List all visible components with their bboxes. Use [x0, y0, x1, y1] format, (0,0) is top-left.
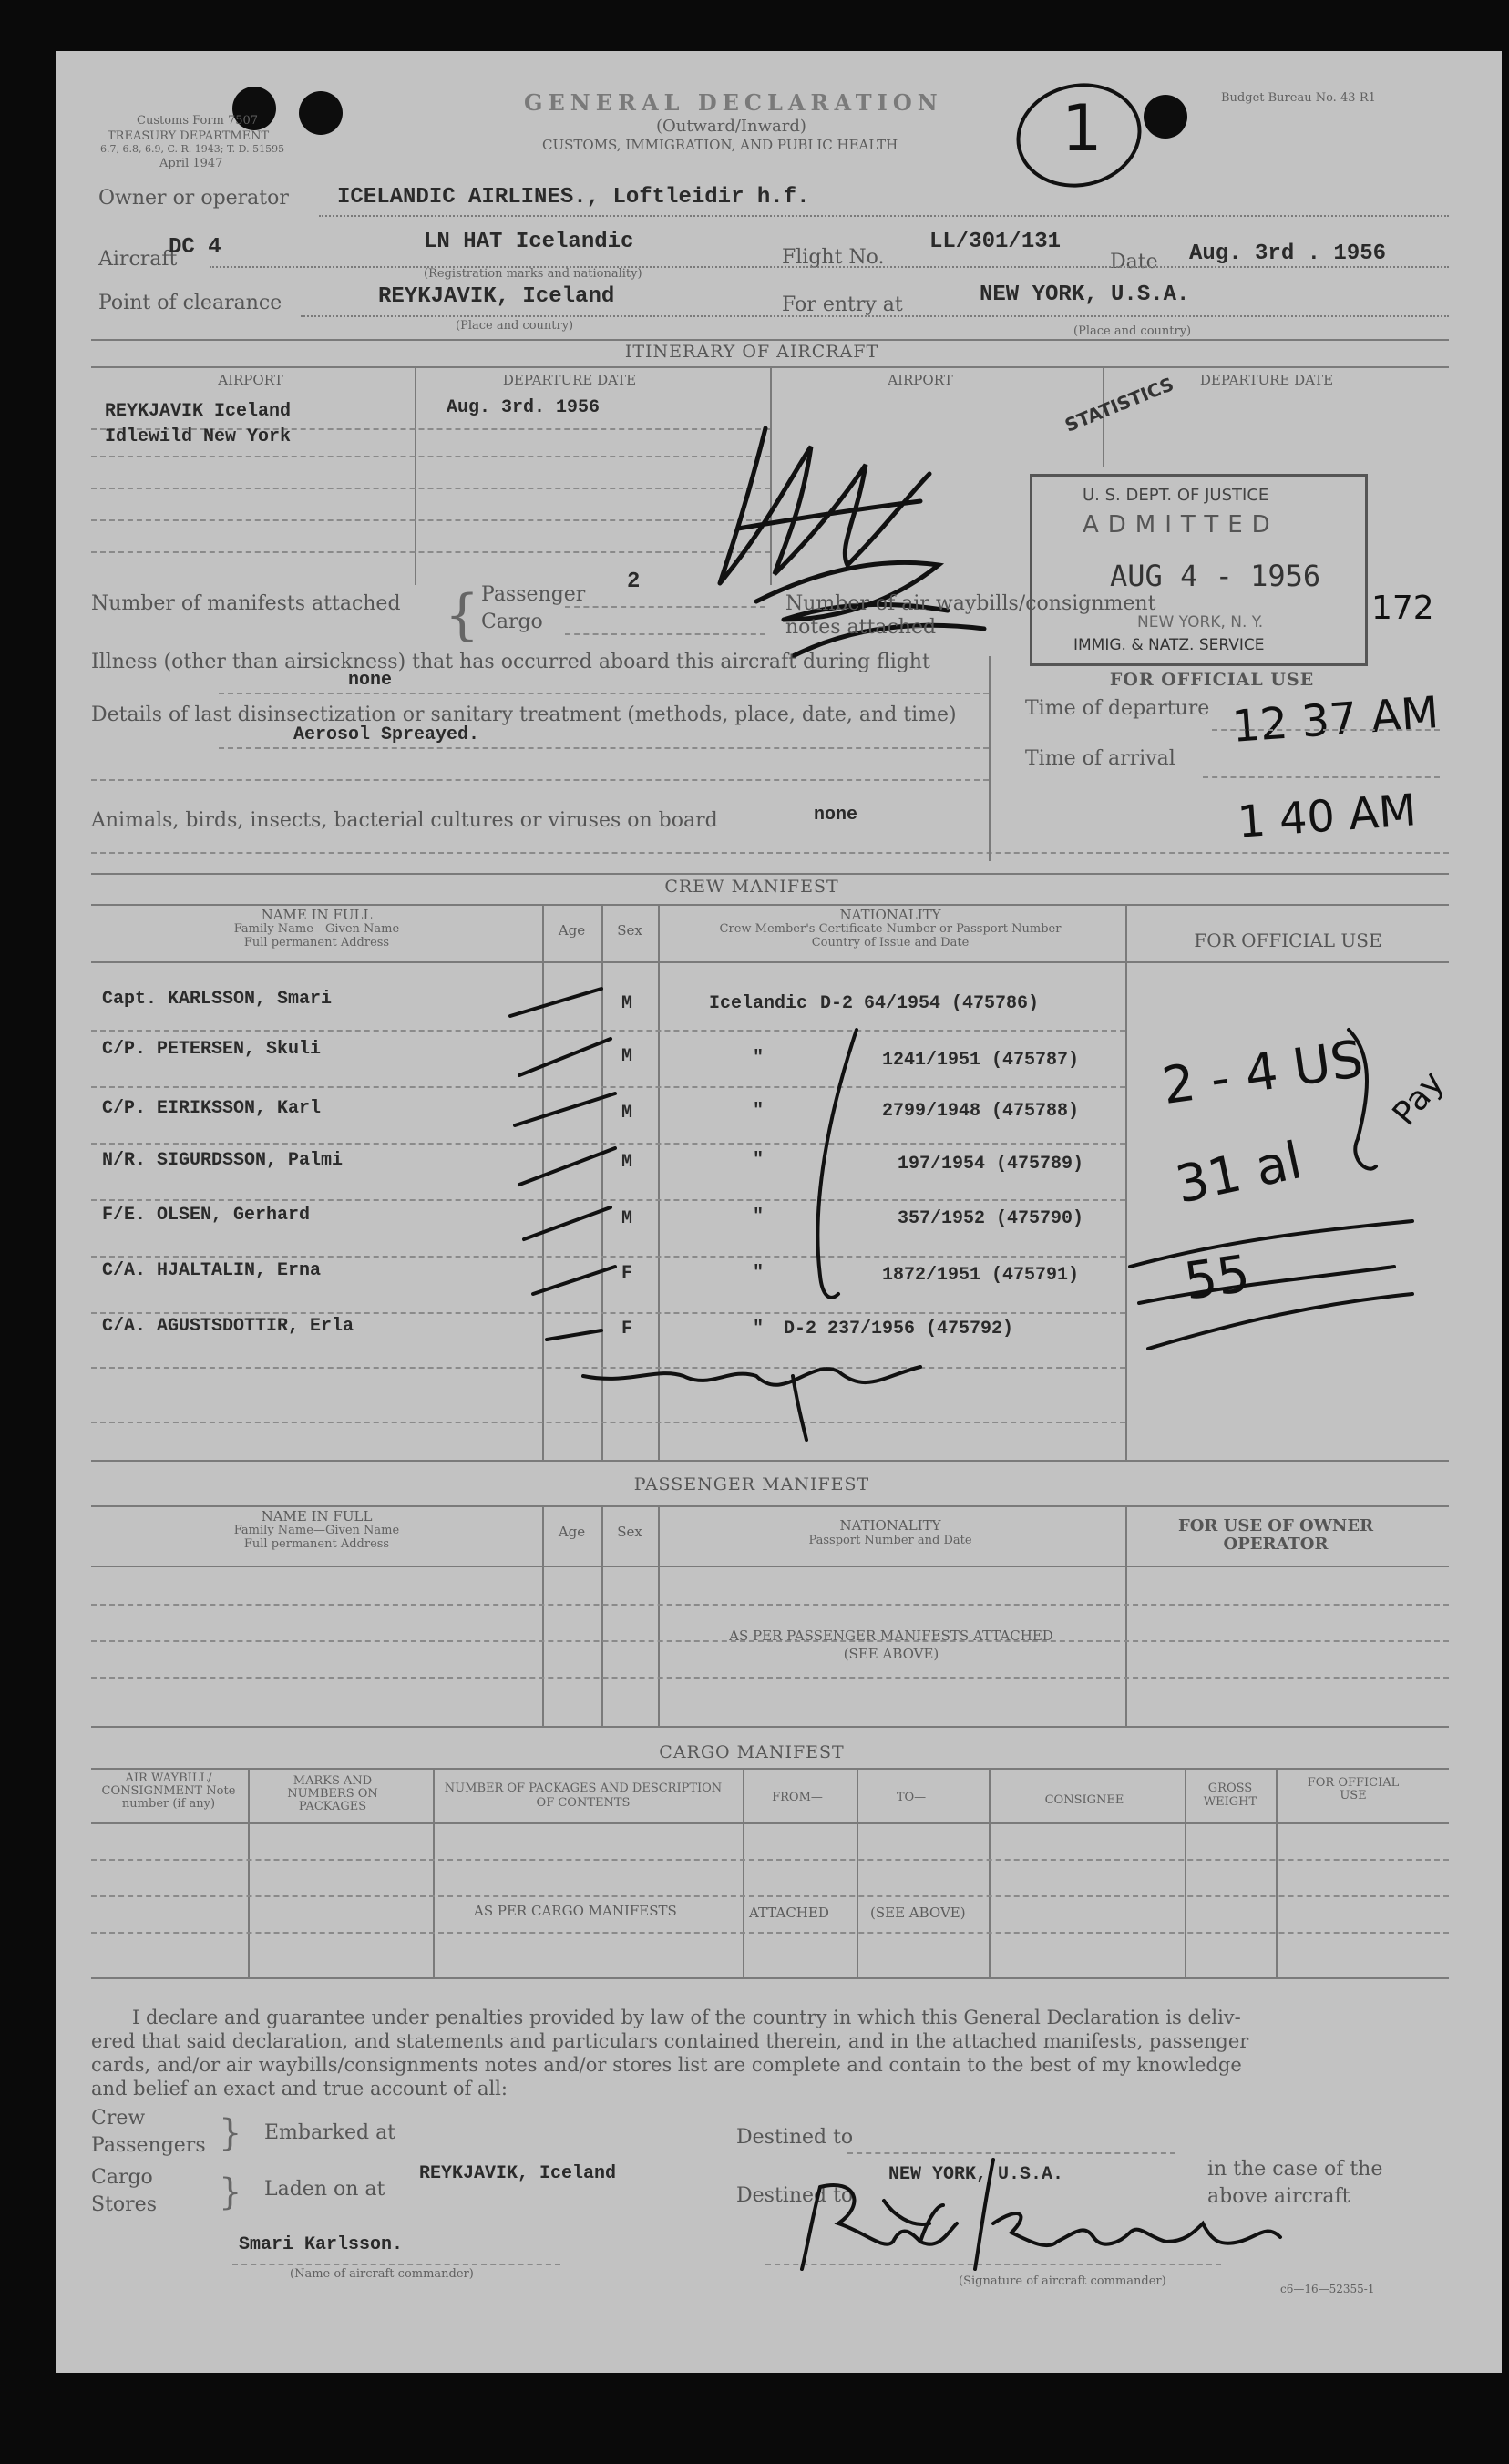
- rule: [91, 779, 989, 781]
- itinerary-airport-1: REYKJAVIK Iceland: [105, 401, 292, 422]
- passenger-col-name-sub1: Family Name—Given Name: [233, 1524, 400, 1537]
- crew-certificate: 197/1954 (475789): [898, 1154, 1084, 1175]
- budget-bureau: Budget Bureau No. 43-R1: [1221, 91, 1376, 105]
- stamp-city: NEW YORK, N. Y.: [1137, 613, 1264, 631]
- itinerary-col-airport: AIRPORT: [218, 372, 283, 388]
- rule: [301, 315, 1449, 317]
- crew-sex: M: [621, 1103, 633, 1124]
- entry-value: NEW YORK, U.S.A.: [980, 282, 1190, 307]
- crew-certificate: 357/1952 (475790): [898, 1208, 1084, 1229]
- crew-certificate: D-2 64/1954 (475786): [820, 993, 1040, 1014]
- passenger-col-nationality-sub: Passport Number and Date: [808, 1534, 972, 1547]
- brace: }: [219, 2171, 242, 2213]
- itinerary-airport-2: Idlewild New York: [105, 426, 292, 447]
- signature-caption: (Signature of aircraft commander): [959, 2274, 1166, 2288]
- flight-label: Flight No.: [782, 246, 885, 269]
- owner-label: Owner or operator: [98, 187, 289, 210]
- brace: }: [219, 2112, 242, 2154]
- handwritten-initials: [574, 1349, 957, 1449]
- crew-col-name: NAME IN FULL: [261, 907, 373, 923]
- animals-value: none: [814, 805, 858, 826]
- passenger-col-age: Age: [558, 1524, 586, 1540]
- rule: [91, 1566, 1449, 1567]
- rule: [91, 1604, 1449, 1606]
- aircraft-label: Aircraft: [98, 248, 178, 271]
- cargo-note-3: (SEE ABOVE): [870, 1904, 966, 1921]
- rule: [743, 1768, 744, 1977]
- crew-name: F/E. OLSEN, Gerhard: [102, 1205, 311, 1226]
- passenger-note-2: (SEE ABOVE): [843, 1646, 939, 1662]
- crew-col-nationality-sub2: Country of Issue and Date: [811, 936, 970, 950]
- stamp-number: 172: [1371, 590, 1434, 627]
- cargo-col-marks: MARKS AND NUMBERS ON PACKAGES: [287, 1774, 378, 1813]
- passenger-label: Passenger: [481, 583, 586, 606]
- crew-name: Capt. KARLSSON, Smari: [102, 989, 333, 1010]
- stamp-dept: U. S. DEPT. OF JUSTICE: [1083, 486, 1269, 505]
- embarked-value: REYKJAVIK, Iceland: [419, 2163, 617, 2184]
- declaration-line-4: and belief an exact and true account of all:: [91, 2078, 508, 2100]
- crew-nationality: ": [753, 1048, 765, 1069]
- above-aircraft-label: above aircraft: [1207, 2185, 1350, 2208]
- crew-col-official: FOR OFFICIAL USE: [1194, 929, 1382, 951]
- official-note-3: 55: [1180, 1244, 1254, 1312]
- rule: [1276, 1768, 1278, 1977]
- crew-name: C/P. PETERSEN, Skuli: [102, 1039, 322, 1060]
- rule: [91, 1726, 1449, 1728]
- rule: [433, 1768, 435, 1977]
- clearance-label: Point of clearance: [98, 292, 282, 314]
- aircraft-type: DC 4: [169, 235, 221, 260]
- crew-name: N/R. SIGURDSSON, Palmi: [102, 1150, 344, 1171]
- cargo-option: Cargo: [91, 2166, 153, 2189]
- flight-number: LL/301/131: [929, 230, 1062, 254]
- rule: [91, 1677, 1449, 1679]
- stamp-admitted: ADMITTED: [1083, 511, 1279, 539]
- clearance-value: REYKJAVIK, Iceland: [378, 284, 615, 309]
- crew-col-age: Age: [558, 922, 586, 939]
- official-note-4: Pay: [1385, 1064, 1452, 1133]
- rule: [219, 693, 989, 694]
- declaration-line-1: I declare and guarantee under penalties provided by law of the country in which this General Declaration is deliv-: [132, 2007, 1241, 2028]
- passenger-col-nationality: NATIONALITY: [839, 1517, 941, 1534]
- destined-label-1: Destined to: [736, 2126, 854, 2149]
- passenger-heading: PASSENGER MANIFEST: [633, 1474, 870, 1494]
- waybills-label: Number of air waybills/consignment notes attached: [785, 592, 1156, 639]
- illness-value: none: [348, 670, 393, 691]
- cargo-label: Cargo: [481, 611, 543, 633]
- crew-name: C/P. EIRIKSSON, Karl: [102, 1098, 322, 1119]
- rule: [1185, 1768, 1186, 1977]
- official-use-heading: FOR OFFICIAL USE: [1109, 670, 1315, 690]
- itinerary-heading: ITINERARY OF AIRCRAFT: [624, 342, 879, 362]
- cargo-note-1: AS PER CARGO MANIFESTS: [474, 1903, 677, 1919]
- stamp-service: IMMIG. & NATZ. SERVICE: [1073, 636, 1265, 654]
- crew-certificate: D-2 237/1956 (475792): [784, 1319, 1014, 1340]
- crew-sex: M: [621, 1046, 633, 1067]
- rule: [91, 1859, 1449, 1861]
- official-note-strokes: [1121, 1002, 1449, 1367]
- crew-certificate: 1872/1951 (475791): [882, 1265, 1080, 1286]
- official-note-2: 31 al: [1170, 1131, 1308, 1216]
- rule: [91, 904, 1449, 906]
- cargo-col-consignee: CONSIGNEE: [1044, 1793, 1124, 1807]
- date-value: Aug. 3rd . 1956: [1189, 241, 1387, 266]
- punch-hole: [299, 91, 343, 135]
- arrival-time-label: Time of arrival: [1025, 747, 1175, 770]
- rule: [989, 1768, 991, 1977]
- illness-label: Illness (other than airsickness) that has occurred aboard this aircraft during flight: [91, 651, 930, 673]
- crew-nationality: ": [753, 1319, 765, 1340]
- rule: [1203, 776, 1440, 778]
- commander-caption: (Name of aircraft commander): [290, 2267, 474, 2281]
- crew-certificate: 1241/1951 (475787): [882, 1050, 1080, 1071]
- passenger-note: AS PER PASSENGER MANIFESTS ATTACHED: [729, 1627, 1053, 1644]
- crew-nationality: ": [753, 1263, 765, 1284]
- crew-col-name-sub2: Full permanent Address: [243, 936, 390, 950]
- crew-option: Crew: [91, 2107, 146, 2130]
- statistics-stamp: STATISTICS: [1062, 373, 1177, 436]
- registration: LN HAT Icelandic: [424, 230, 634, 254]
- laden-label: Laden on at: [264, 2178, 385, 2201]
- animals-label: Animals, birds, insects, bacterial cultures or viruses on board: [91, 809, 718, 832]
- itinerary-col-airport-2: AIRPORT: [888, 372, 953, 388]
- passenger-col-name: NAME IN FULL: [261, 1508, 373, 1525]
- cargo-heading: CARGO MANIFEST: [659, 1742, 845, 1762]
- rule: [601, 1505, 603, 1726]
- destined-value: NEW YORK, U.S.A.: [888, 2164, 1064, 2185]
- brace: {: [445, 583, 480, 647]
- rule: [565, 633, 765, 635]
- treasury-label: TREASURY DEPARTMENT: [108, 129, 270, 143]
- rule: [91, 1822, 1449, 1824]
- place-caption: (Place and country): [456, 319, 574, 333]
- cargo-col-packages: NUMBER OF PACKAGES AND DESCRIPTION OF CONTENTS: [444, 1781, 723, 1810]
- rule: [1212, 729, 1440, 731]
- entry-label: For entry at: [782, 293, 903, 316]
- date-label: Date: [1110, 251, 1158, 273]
- passengers-option: Passengers: [91, 2134, 206, 2157]
- cargo-col-to: TO—: [896, 1791, 927, 1804]
- rule: [91, 873, 1449, 875]
- cargo-col-from: FROM—: [772, 1791, 823, 1804]
- manifests-label: Number of manifests attached: [91, 592, 401, 615]
- itinerary-col-departure: DEPARTURE DATE: [502, 372, 637, 388]
- form-number: Customs Form 7507: [137, 114, 259, 128]
- crew-nationality: ": [753, 1150, 765, 1171]
- rule: [91, 519, 770, 521]
- form-title: GENERAL DECLARATION: [524, 89, 943, 116]
- rule: [319, 215, 1449, 217]
- declaration-line-2: ered that said declaration, and statements and particulars contained therein, and in the attached manifests, passenger: [91, 2030, 1249, 2052]
- passenger-col-name-sub2: Full permanent Address: [243, 1537, 390, 1551]
- disinsect-value: Aerosol Spreayed.: [293, 724, 480, 745]
- crew-certificate: 2799/1948 (475788): [882, 1101, 1080, 1122]
- crew-col-name-sub1: Family Name—Given Name: [233, 922, 400, 936]
- itinerary-col-departure-2: DEPARTURE DATE: [1199, 372, 1334, 388]
- rule: [91, 961, 1449, 963]
- crew-heading: CREW MANIFEST: [664, 877, 839, 897]
- passenger-col-owner: FOR USE OF OWNER OPERATOR: [1177, 1516, 1374, 1554]
- agencies-label: CUSTOMS, IMMIGRATION, AND PUBLIC HEALTH: [542, 137, 898, 153]
- crew-nationality: ": [753, 1101, 765, 1122]
- crew-col-nationality-sub1: Crew Member's Certificate Number or Passport Number: [719, 922, 1062, 936]
- crew-nationality: Icelandic: [709, 993, 808, 1014]
- commander-name: Smari Karlsson.: [239, 2234, 404, 2255]
- stamp-date: AUG 4 - 1956: [1110, 559, 1321, 593]
- rule: [91, 1768, 1449, 1770]
- rule: [91, 1505, 1449, 1507]
- rule: [91, 1932, 1449, 1934]
- cargo-note-2: ATTACHED: [749, 1904, 829, 1921]
- rule: [658, 1505, 660, 1726]
- rule: [210, 266, 1449, 268]
- departure-time-value: 12 37 AM: [1230, 687, 1441, 753]
- owner-value: ICELANDIC AIRLINES., Loftleidir h.f.: [337, 185, 810, 210]
- rule: [91, 488, 770, 489]
- itinerary-top-rule: [91, 339, 1449, 341]
- cargo-col-weight: GROSS WEIGHT: [1203, 1781, 1258, 1809]
- punch-hole: [1144, 95, 1187, 139]
- rule: [857, 1768, 858, 1977]
- issue-date: April 1947: [159, 157, 223, 170]
- rule: [91, 1460, 1449, 1462]
- crew-name: C/A. AGUSTSDOTTIR, Erla: [102, 1316, 354, 1337]
- cargo-col-official: FOR OFFICIAL USE: [1307, 1776, 1400, 1802]
- stores-option: Stores: [91, 2193, 157, 2216]
- crew-sex: M: [621, 993, 633, 1014]
- rule: [91, 551, 770, 553]
- official-note-1: 2 - 4 US: [1158, 1029, 1367, 1117]
- crew-nationality: ": [753, 1206, 765, 1227]
- rule: [91, 1977, 1449, 1979]
- departure-time-label: Time of departure: [1025, 697, 1210, 720]
- page-number: 1: [1062, 91, 1103, 166]
- arrival-time-value: 1 40 AM: [1236, 785, 1419, 848]
- rule: [248, 1768, 250, 1977]
- crew-col-nationality: NATIONALITY: [839, 907, 941, 923]
- crew-sex: F: [621, 1319, 633, 1340]
- rule: [1125, 1505, 1127, 1726]
- rule: [219, 747, 989, 749]
- rule: [565, 606, 765, 608]
- crew-name: C/A. HJALTALIN, Erna: [102, 1260, 322, 1281]
- rule: [989, 656, 991, 861]
- rule: [91, 1895, 1449, 1897]
- crew-col-sex: Sex: [617, 922, 642, 939]
- form-subtitle: (Outward/Inward): [656, 117, 806, 136]
- crew-sex: F: [621, 1263, 633, 1284]
- passenger-col-sex: Sex: [617, 1524, 642, 1540]
- print-code: c6—16—52355-1: [1280, 2283, 1375, 2295]
- registration-caption: (Registration marks and nationality): [424, 267, 642, 281]
- disinsect-label: Details of last disinsectization or sanitary treatment (methods, place, date, and time): [91, 703, 957, 726]
- embarked-label: Embarked at: [264, 2121, 396, 2144]
- destined-label-2: Destined to: [736, 2184, 854, 2207]
- regulations-label: 6.7, 6.8, 6.9, C. R. 1943; T. D. 51595: [100, 143, 285, 155]
- in-case-label: in the case of the: [1207, 2158, 1383, 2181]
- cargo-col-waybill: AIR WAYBILL/ CONSIGNMENT Note number (if any): [101, 1771, 236, 1811]
- rule: [232, 2264, 560, 2265]
- crew-sex: M: [621, 1152, 633, 1173]
- handwritten-scrawl: [711, 392, 1011, 683]
- commander-signature: [784, 2151, 1367, 2287]
- place-country-caption: (Place and country): [1073, 324, 1192, 338]
- rule: [542, 1505, 544, 1726]
- crew-sex: M: [621, 1208, 633, 1229]
- rule: [91, 456, 770, 457]
- itinerary-date-1: Aug. 3rd. 1956: [447, 397, 601, 418]
- passenger-count: 2: [627, 570, 641, 594]
- declaration-line-3: cards, and/or air waybills/consignments notes and/or stores list are complete and contain to the best of my knowledge: [91, 2054, 1242, 2076]
- rule: [91, 852, 1449, 854]
